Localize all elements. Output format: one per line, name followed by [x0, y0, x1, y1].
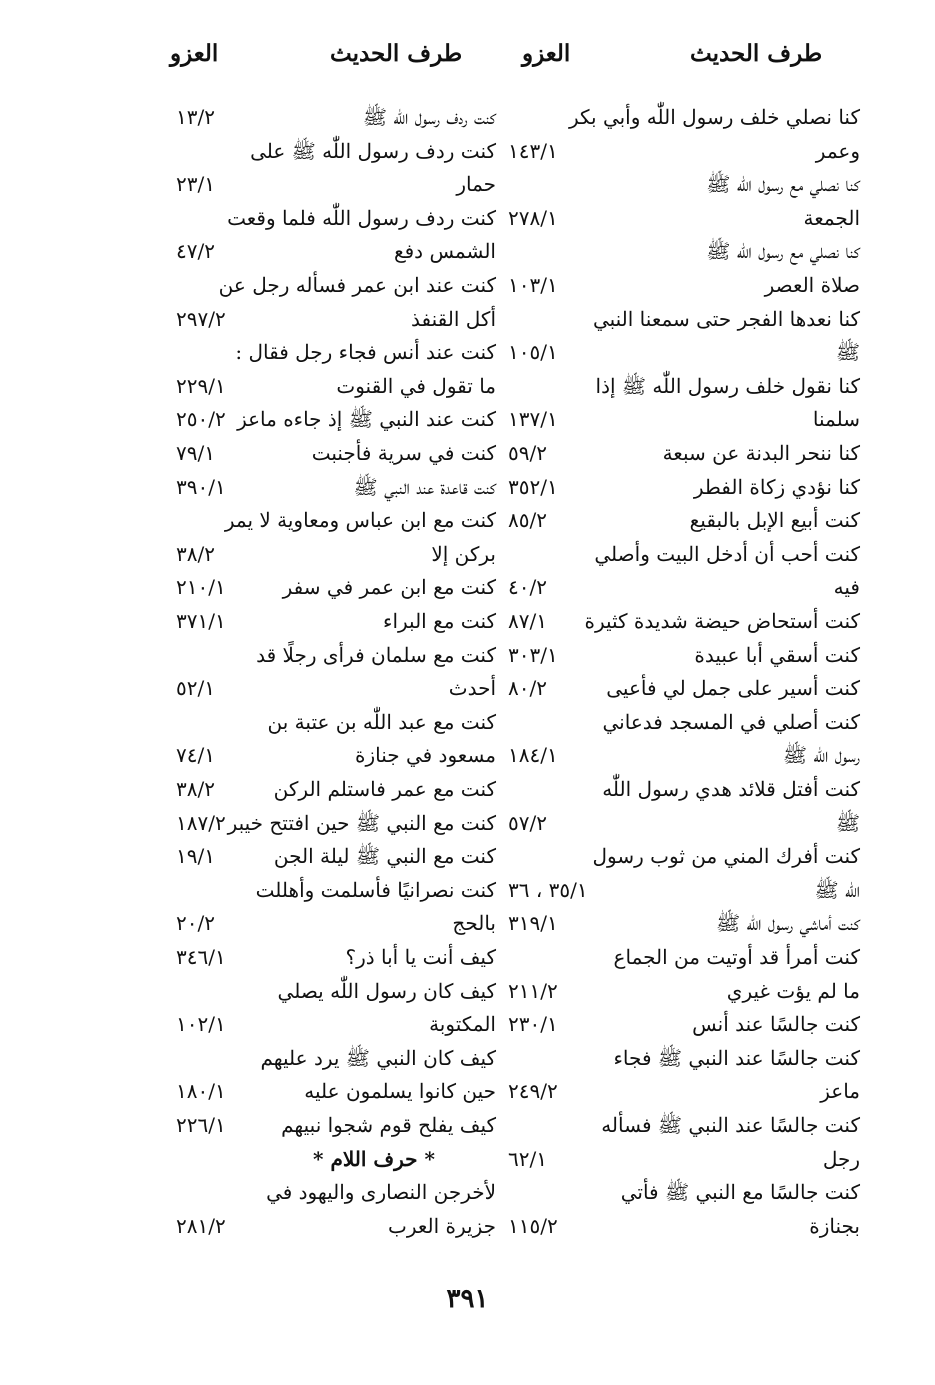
reference-cell	[508, 235, 590, 268]
reference-cell	[508, 1075, 590, 1108]
reference-value: ٨٥/٢	[508, 508, 547, 533]
reference-cell	[176, 1008, 252, 1041]
hadith-line: كنت أفرك المني من ثوب رسول	[592, 844, 860, 869]
reference-value: ٧٩/١	[176, 441, 215, 465]
hadith-line: كنت عند النبي ﷺ إذ جاءه ماعز	[237, 407, 496, 432]
hadith-line: ماعز	[820, 1079, 860, 1104]
reference-cell	[508, 370, 590, 403]
reference-cell	[176, 907, 252, 940]
reference-value: ٣١٩/١	[508, 911, 558, 936]
reference-cell	[176, 672, 252, 705]
reference-cell	[508, 538, 590, 571]
reference-value: ١٠٣/١	[508, 273, 558, 297]
hadith-line: رسول اللّٰه ﷺ	[782, 743, 860, 768]
reference-cell	[508, 571, 590, 604]
reference-cell	[508, 1042, 590, 1075]
reference-cell	[176, 202, 252, 235]
reference-cell	[176, 168, 252, 201]
reference-value: ٢٤٩/٢	[508, 1079, 558, 1104]
reference-cell	[176, 739, 252, 772]
hadith-line: بالحج	[452, 911, 496, 936]
reference-value: ٢١٠/١	[176, 575, 226, 600]
hadith-line: فيه	[833, 575, 860, 600]
reference-cell	[176, 504, 252, 537]
hadith-line: كنت أمرأ قد أوتيت من الجماع	[613, 945, 860, 969]
reference-cell	[176, 1042, 252, 1075]
reference-value: ٣٨/٢	[176, 777, 215, 801]
reference-value: ١١٥/٢	[508, 1213, 558, 1238]
hadith-line: ﷺ	[835, 810, 860, 835]
reference-cell	[176, 437, 252, 470]
hadith-line: حمار	[456, 172, 496, 197]
hadith-line: كنت قاعدة عند النبي ﷺ	[353, 474, 496, 499]
hadith-line: كنت أستحاض حيضة شديدة كثيرة	[584, 609, 860, 633]
reference-cell	[508, 672, 590, 705]
hadith-line: كنت في سرية فأجنبت	[311, 441, 496, 465]
reference-cell	[508, 807, 590, 840]
reference-value: ٢٨١/٢	[176, 1213, 226, 1238]
hadith-line: كنا نعدها الفجر حتى سمعنا النبي	[592, 306, 860, 331]
reference-cell	[176, 874, 252, 907]
reference-cell	[508, 639, 590, 672]
reference-value: ٥٢/١	[176, 676, 215, 701]
hadith-line: كنت جالسًا عند أنس	[692, 1012, 860, 1037]
reference-cell	[508, 101, 590, 134]
reference-cell	[508, 975, 590, 1008]
reference-cell	[508, 840, 590, 873]
section-heading: * حرف اللام *	[313, 1146, 435, 1171]
reference-cell	[176, 1143, 252, 1176]
hadith-line: كنا نصلي مع رسول اللّٰه ﷺ	[706, 239, 860, 264]
hadith-line: ما لم يؤت غيري	[726, 978, 860, 1003]
hadith-line: كنت عند ابن عمر فسأله رجل عن	[218, 273, 496, 297]
right-ref-title: العزو	[522, 40, 571, 67]
reference-value: ٢١١/٢	[508, 978, 558, 1003]
hadith-line: كنت جالسًا عند النبي ﷺ فسأله	[601, 1113, 860, 1137]
reference-value: ١٩/١	[176, 844, 215, 869]
hadith-line: كنت مع النبي ﷺ حين افتتح خيبر	[227, 810, 496, 835]
hadith-line: جزيرة العرب	[388, 1213, 496, 1238]
reference-value: ٣٥٢/١	[508, 474, 558, 499]
reference-cell	[176, 403, 252, 436]
reference-cell	[508, 739, 590, 772]
reference-value: ١٨٤/١	[508, 743, 558, 768]
hadith-line: الجمعة	[803, 205, 860, 230]
reference-cell	[176, 1176, 252, 1209]
hadith-line: بجنازة	[809, 1213, 860, 1238]
hadith-line: ما تقول في القنوت	[336, 373, 496, 398]
hadith-line: كيف كان النبي ﷺ يرد عليهم	[260, 1045, 496, 1070]
reference-value: ١٨٧/٢	[176, 810, 226, 835]
hadith-line: كنت أبيع الإبل بالبقيع	[689, 508, 860, 533]
left-ref-title: العزو	[170, 40, 219, 67]
reference-cell	[508, 269, 590, 302]
reference-value: ١٠٥/١	[508, 340, 558, 365]
reference-cell	[508, 706, 590, 739]
hadith-line: المكتوبة	[429, 1012, 496, 1037]
hadith-line: كنت مع ابن عباس ومعاوية لا يمر	[224, 508, 496, 533]
reference-cell	[508, 303, 590, 336]
hadith-line: كنت أسير على جمل لي فأعيى	[606, 676, 860, 701]
hadith-line: كنت نصرانيًا فأسلمت وأهللت	[255, 877, 496, 902]
hadith-line: كنت مع عمر فاستلم الركن	[273, 777, 496, 801]
reference-value: ٥٩/٢	[508, 441, 547, 465]
hadith-line: أكل القنفذ	[411, 306, 496, 331]
hadith-line: كنا نؤدي زكاة الفطر	[693, 474, 860, 499]
hadith-line: كنت مع ابن عمر في سفر	[282, 575, 496, 600]
left-column-title: طرف الحديث	[330, 40, 463, 67]
reference-cell	[176, 605, 252, 638]
reference-cell	[508, 773, 590, 806]
hadith-line: أحدث	[448, 676, 496, 701]
reference-cell	[508, 168, 590, 201]
hadith-line: الشمس دفع	[393, 239, 496, 264]
hadith-line: كنت مع سلمان فرأى رجلًا قد	[256, 642, 496, 667]
right-column-title: طرف الحديث	[690, 40, 823, 67]
reference-cell	[176, 336, 252, 369]
reference-cell	[508, 1176, 590, 1209]
reference-value: ٤٧/٢	[176, 239, 215, 264]
reference-cell	[508, 1210, 590, 1243]
hadith-line: كنت أفتل قلائد هدي رسول اللّٰه	[602, 777, 860, 801]
reference-cell	[508, 504, 590, 537]
reference-cell	[508, 202, 590, 235]
reference-value: ٣٨/٢	[176, 541, 215, 566]
reference-value: ٣٠٣/١	[508, 642, 558, 667]
reference-value: ٣٧١/١	[176, 609, 226, 633]
reference-value: ١٤٣/١	[508, 138, 558, 163]
hadith-line: كنت مع البراء	[383, 609, 496, 633]
hadith-line: كنت أصلي في المسجد فدعاني	[602, 709, 860, 734]
reference-value: ٢٩٧/٢	[176, 306, 226, 331]
reference-cell	[176, 235, 252, 268]
hadith-line: مسعود في جنازة	[354, 743, 496, 768]
reference-cell	[508, 1109, 590, 1142]
hadith-line: كنت أسقي أبا عبيدة	[694, 642, 860, 667]
reference-value: ٦٢/١	[508, 1146, 547, 1171]
reference-cell	[508, 1008, 590, 1041]
hadith-line: كنت جالسًا مع النبي ﷺ فأتي	[620, 1180, 860, 1205]
hadith-line: صلاة العصر	[764, 273, 860, 297]
reference-value: ٥٧/٢	[508, 810, 547, 835]
hadith-line: كنت أماشي رسول اللّٰه ﷺ	[716, 911, 860, 936]
reference-value: ٣٤٦/١	[176, 945, 226, 969]
hadith-line: كنت ردف رسول اللّٰه ﷺ	[362, 105, 496, 129]
reference-cell	[508, 135, 590, 168]
reference-cell	[176, 706, 252, 739]
reference-value: ٢٢٩/١	[176, 373, 226, 398]
reference-cell	[508, 403, 590, 436]
hadith-line: كنا نقول خلف رسول اللّٰه ﷺ إذا	[595, 373, 860, 398]
reference-value: ٣٩٠/١	[176, 474, 226, 499]
reference-value: ٨٠/٢	[508, 676, 547, 701]
hadith-line: كنت جالسًا عند النبي ﷺ فجاء	[613, 1045, 860, 1070]
reference-cell	[176, 1075, 252, 1108]
reference-cell	[508, 941, 590, 974]
hadith-line: كنت أحب أن أدخل البيت وأصلي	[594, 541, 860, 566]
reference-value: ٢٣٠/١	[508, 1012, 558, 1037]
reference-value: ١٠٢/١	[176, 1012, 226, 1037]
reference-value: ١٣٧/١	[508, 407, 558, 432]
reference-cell	[508, 874, 590, 907]
reference-cell	[176, 975, 252, 1008]
reference-cell	[508, 1143, 590, 1176]
hadith-line: كنت ردف رسول اللّٰه فلما وقعت	[227, 205, 496, 230]
reference-cell	[176, 370, 252, 403]
reference-value: ٨٧/١	[508, 609, 547, 633]
reference-value: ٢٥٠/٢	[176, 407, 226, 432]
hadith-line: بركن إلا	[431, 541, 496, 566]
hadith-line: كنا نصلي مع رسول اللّٰه ﷺ	[706, 172, 860, 197]
reference-cell	[176, 135, 252, 168]
hadith-line: رجل	[822, 1146, 860, 1171]
reference-cell	[176, 269, 252, 302]
reference-cell	[176, 941, 252, 974]
reference-cell	[176, 101, 252, 134]
hadith-line: ﷺ	[835, 340, 860, 365]
reference-cell	[508, 437, 590, 470]
reference-value: ٧٤/١	[176, 743, 215, 768]
hadith-line: اللّٰه ﷺ	[814, 877, 860, 902]
reference-cell	[508, 471, 590, 504]
reference-cell	[508, 907, 590, 940]
hadith-line: وعمر	[815, 138, 860, 163]
hadith-line: كنت مع عبد اللّٰه بن عتبة بن	[267, 709, 496, 734]
reference-cell	[508, 605, 590, 638]
reference-cell	[176, 1210, 252, 1243]
hadith-line: كيف يفلح قوم شجوا نبيهم	[281, 1113, 496, 1137]
hadith-line: كيف أنت يا أبا ذر؟	[345, 945, 496, 969]
reference-cell	[176, 538, 252, 571]
reference-cell	[176, 807, 252, 840]
reference-cell	[176, 1109, 252, 1142]
reference-cell	[176, 840, 252, 873]
hadith-line: كنا ننحر البدنة عن سبعة	[662, 441, 860, 465]
hadith-line: كنت عند أنس فجاء رجل فقال :	[235, 340, 496, 365]
reference-value: ٢٧٨/١	[508, 205, 558, 230]
hadith-line: كنت مع النبي ﷺ ليلة الجن	[273, 844, 496, 869]
reference-cell	[176, 303, 252, 336]
reference-value: ١٣/٢	[176, 105, 215, 129]
reference-value: ١٨٠/١	[176, 1079, 226, 1104]
reference-cell	[508, 336, 590, 369]
hadith-line: كنا نصلي خلف رسول اللّٰه وأبي بكر	[568, 105, 860, 129]
reference-cell	[176, 773, 252, 806]
reference-value: ٢٢٦/١	[176, 1113, 226, 1137]
reference-value: ٢٠/٢	[176, 911, 215, 936]
reference-value: ٢٣/١	[176, 172, 215, 197]
hadith-line: حين كانوا يسلمون عليه	[304, 1079, 496, 1104]
hadith-line: لأخرجن النصارى واليهود في	[266, 1180, 496, 1205]
reference-cell	[176, 639, 252, 672]
hadith-line: كيف كان رسول اللّٰه يصلي	[277, 978, 496, 1003]
hadith-line: كنت ردف رسول اللّٰه ﷺ على	[250, 138, 496, 163]
page-number: ٣٩١	[446, 1284, 489, 1314]
hadith-line: سلمنا	[812, 407, 860, 432]
reference-cell	[176, 571, 252, 604]
reference-value: ٣٥/١ ، ٣٦	[508, 877, 588, 902]
reference-value: ٤٠/٢	[508, 575, 547, 600]
reference-cell	[176, 471, 252, 504]
